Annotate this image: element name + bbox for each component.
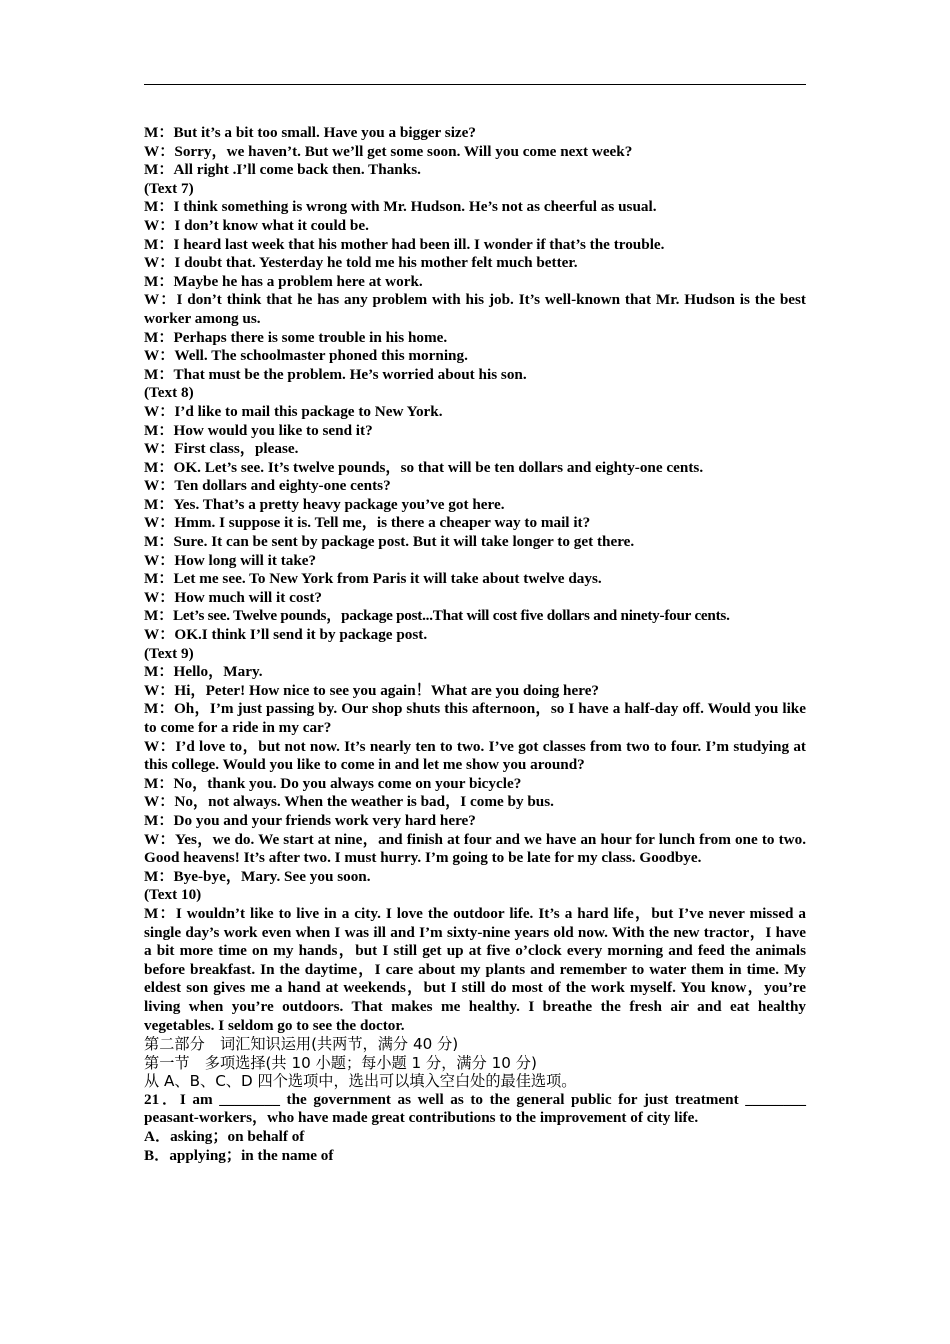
monologue-paragraph: M：I wouldn’t like to live in a city. I love the outdoor life. It’s a hard life，but I’ve never missed a single day’s work even when I was ill and I’m sixty-nine years old now. With the new tractor，I have a bit more time on my hands，but I still get up at five o’clock every morning and feed the animals before breakfast. In the daytime，I care about my plants and remember to water them in time. My eldest son gives me a hand at weekends，but I still do most of the work myself. You know，you’re living when you’re outdoors. That makes me healthy. I breathe the fresh air and eat healthy vegetables. I seldom go to see the doctor. [144, 904, 806, 1034]
dialogue-line: W：No，not always. When the weather is bad，I come by bus. [144, 793, 554, 811]
dialogue-line: M：Let me see. To New York from Paris it will take about twelve days. [144, 570, 602, 588]
dialogue-line: M：Hello，Mary. [144, 663, 263, 681]
dialogue-line: W：I don’t think that he has any problem with his job. It’s well-known that Mr. Hudson is the best worker among us. [144, 291, 806, 327]
dialogue-line: W：I don’t know what it could be. [144, 216, 369, 234]
text-heading: (Text 7) [144, 179, 194, 197]
dialogue-line: W：Well. The schoolmaster phoned this morning. [144, 347, 468, 365]
dialogue-line: M：No，thank you. Do you always come on your bicycle? [144, 774, 522, 792]
dialogue-line: W：I doubt that. Yesterday he told me his mother felt much better. [144, 254, 578, 272]
dialogue-line: W：Yes，we do. We start at nine，and finish at four and we have an hour for lunch from one to two. Good heavens! It’s after two. I must hurry. I’m going to be late for my class. Goodbye. [144, 830, 806, 867]
dialogue-line: M：Let’s see. Twelve pounds，package post...That will cost five dollars and ninety-four cents. [144, 607, 730, 625]
section-heading: 第二部分 词汇知识运用(共两节，满分 40 分) [144, 1035, 459, 1054]
dialogue-line: M：Bye-bye，Mary. See you soon. [144, 867, 371, 885]
document-body [144, 124, 806, 1165]
dialogue-line: M：But it’s a bit too small. Have you a bigger size? [144, 124, 476, 141]
dialogue-line: W：Sorry，we haven’t. But we’ll get some soon. Will you come next week? [144, 142, 633, 160]
dialogue-line: M：How would you like to send it? [144, 421, 373, 439]
dialogue-line: W：Hi，Peter! How nice to see you again！What are you doing here? [144, 681, 600, 699]
dialogue-line: W：I’d love to，but not now. It’s nearly ten to two. I’ve got classes from two to four. I’m studying at this college. Would you like to come in and let me show you around? [144, 737, 806, 774]
text-heading: (Text 9) [144, 644, 194, 662]
dialogue-line: W：Ten dollars and eighty-one cents? [144, 477, 391, 495]
subsection-heading: 第一节 多项选择(共 10 小题；每小题 1 分，满分 10 分) [144, 1053, 537, 1072]
dialogue-line: M：All right .I’ll come back then. Thanks. [144, 161, 421, 179]
dialogue-line: W：First class，please. [144, 440, 299, 458]
dialogue-line: W：OK.I think I’ll send it by package post. [144, 626, 428, 644]
dialogue-line: M：That must be the problem. He’s worried about his son. [144, 365, 527, 383]
question-21: 21．I am ________ the government as well as to the general public for just treatment ________ peasant-workers，who have made great contributions to the improvement of city life. [144, 1090, 806, 1127]
dialogue-line: W：Hmm. I suppose it is. Tell me，is there a cheaper way to mail it? [144, 514, 591, 532]
option-a: A．asking；on behalf of [144, 1128, 305, 1146]
dialogue-line: M：I heard last week that his mother had been ill. I wonder if that’s the trouble. [144, 235, 665, 253]
dialogue-line: W：I’d like to mail this package to New York. [144, 402, 443, 420]
option-b: B．applying；in the name of [144, 1146, 334, 1164]
dialogue-line: M：Do you and your friends work very hard here? [144, 811, 476, 829]
text-heading: (Text 8) [144, 384, 194, 402]
header-rule [144, 84, 806, 85]
dialogue-line: W：How long will it take? [144, 551, 317, 569]
dialogue-line: M：Maybe he has a problem here at work. [144, 272, 423, 290]
dialogue-line: M：I think something is wrong with Mr. Hudson. He’s not as cheerful as usual. [144, 198, 657, 216]
instructions: 从 A、B、C、D 四个选项中，选出可以填入空白处的最佳选项。 [144, 1072, 577, 1091]
text-heading: (Text 10) [144, 886, 202, 904]
dialogue-line: M：OK. Let’s see. It’s twelve pounds，so that will be ten dollars and eighty-one cents. [144, 458, 704, 476]
dialogue-line: M：Yes. That’s a pretty heavy package you’ve got here. [144, 495, 505, 513]
dialogue-line: M：Oh，I’m just passing by. Our shop shuts this afternoon，so I have a half-day off. Would you like to come for a ride in my car? [144, 700, 806, 736]
dialogue-line: M：Sure. It can be sent by package post. But it will take longer to get there. [144, 533, 635, 551]
dialogue-line: M：Perhaps there is some trouble in his home. [144, 328, 448, 346]
dialogue-line: W：How much will it cost? [144, 588, 323, 606]
